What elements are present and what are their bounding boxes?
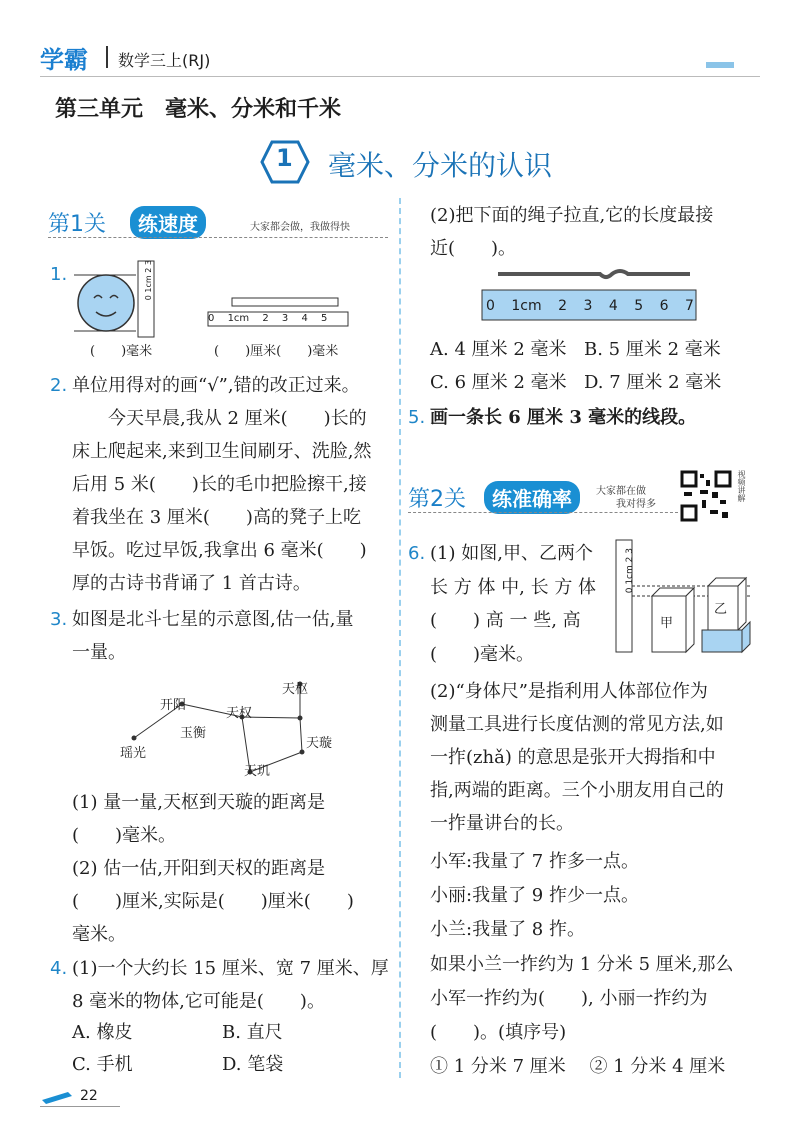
q4-p2-line-0: (2)把下面的绳子拉直,它的长度最接 <box>430 205 714 226</box>
cuboid-yi-label: 乙 <box>714 602 728 617</box>
q6-p2-line-11: ① 1 分米 7 厘米 ② 1 分米 4 厘米 <box>430 1056 726 1077</box>
level2-rule <box>408 512 678 513</box>
q6-p2-line-3: 指,两端的距离。三个小朋友用自己的 <box>430 780 724 801</box>
q2-line-2: 床上爬起来,来到卫生间刷牙、洗脸,然 <box>72 441 372 462</box>
pencil-icon <box>40 1086 80 1104</box>
q6-p2-line-8: 如果小兰一拃约为 1 分米 5 厘米,那么 <box>430 954 734 975</box>
q2-line-6: 厚的古诗书背诵了 1 首古诗。 <box>72 573 311 594</box>
q6-line-2: ( ) 高 一 些, 高 <box>430 610 581 631</box>
q4-p2-opt-b: B. 5 厘米 2 毫米 <box>584 339 721 360</box>
level1-slogan: 大家都会做，我做得快 <box>250 222 350 233</box>
q4-p2-opt-d: D. 7 厘米 2 毫米 <box>584 372 722 393</box>
star-yuheng: 玉衡 <box>180 726 207 741</box>
q4-line-0: (1)一个大约长 15 厘米、宽 7 厘米、厚 <box>72 958 389 979</box>
q6-line-1: 长 方 体 中, 长 方 体 <box>430 577 597 598</box>
star-kaiyang: 开阳 <box>160 698 187 713</box>
q4-opt-c: C. 手机 <box>72 1054 133 1075</box>
q2-line-5: 早饭。吃过早饭,我拿出 6 毫米( ) <box>72 540 367 561</box>
q1-number: 1. <box>50 264 68 285</box>
q6-p2-line-4: 一拃量讲台的长。 <box>430 813 574 834</box>
level1-rule <box>48 237 388 238</box>
q6-p2-line-7: 小兰:我量了 8 拃。 <box>430 919 585 940</box>
brand-logo: 学霸 <box>40 46 88 74</box>
column-divider <box>399 198 401 1078</box>
q4-p2-line-1: 近( )。 <box>430 238 517 259</box>
q4-number: 4. <box>50 958 68 979</box>
level2-slogan2: 我对得多 <box>616 499 656 510</box>
qr-caption: 视频讲解 <box>737 470 746 502</box>
q6-p2-line-0: (2)“身体尺”是指利用人体部位作为 <box>430 681 708 702</box>
q4-p2-opt-c: C. 6 厘米 2 毫米 <box>430 372 567 393</box>
q2-number: 2. <box>50 375 68 396</box>
q5-text: 画一条长 6 厘米 3 毫米的线段。 <box>430 407 697 428</box>
q6-p2-line-10: ( )。(填序号) <box>430 1022 567 1043</box>
qr-code-icon[interactable] <box>680 470 732 522</box>
q4-opt-b: B. 直尺 <box>222 1022 283 1043</box>
cuboid-ruler-labels: 0 1cm 2 3 <box>625 548 635 594</box>
star-tianshu: 天枢 <box>282 682 309 697</box>
level2-badge: 练准确率 <box>484 481 580 514</box>
q6-p2-line-6: 小丽:我量了 9 拃少一点。 <box>430 885 639 906</box>
q6-p2-line-9: 小军一拃约为( ), 小丽一拃约为 <box>430 988 708 1009</box>
q3-sub-1: ( )毫米。 <box>72 825 177 846</box>
header-decor <box>706 62 734 68</box>
small-ruler-labels: 0 1cm 2 3 <box>144 260 153 301</box>
level1-label: 第1关 <box>48 212 106 237</box>
big-ruler-labels: 0 1cm 2 3 4 5 <box>208 313 328 324</box>
q2-line-0: 单位用得对的画“√”,错的改正过来。 <box>72 375 360 396</box>
q4-p2-opt-a: A. 4 厘米 2 毫米 <box>430 339 567 360</box>
q1-blank2: ( )厘米( )毫米 <box>214 344 339 359</box>
level2-label: 第2关 <box>408 487 466 512</box>
page-number: 22 <box>80 1088 98 1104</box>
lesson-number: 1 <box>276 144 293 172</box>
q3-sub-4: 毫米。 <box>72 924 126 945</box>
q6-line-3: ( )毫米。 <box>430 644 535 665</box>
subject-label: 数学三上(RJ) <box>118 51 211 70</box>
q6-p2-line-1: 测量工具进行长度估测的常见方法,如 <box>430 714 724 735</box>
star-tianquan: 天权 <box>226 706 253 721</box>
rope-ruler-figure <box>480 266 700 324</box>
q3-sub-3: ( )厘米,实际是( )厘米( ) <box>72 891 354 912</box>
unit-title: 第三单元 毫米、分米和千米 <box>55 97 342 122</box>
header-rule <box>40 76 760 77</box>
q3-line-1: 一量。 <box>72 642 126 663</box>
cuboid-jia-label: 甲 <box>660 616 674 631</box>
q2-line-3: 后用 5 米( )长的毛巾把脸擦干,接 <box>72 474 367 495</box>
q5-number: 5. <box>408 407 426 428</box>
rope-ruler-labels: 0 1cm 2 3 4 5 6 7 <box>486 298 694 314</box>
q3-sub-0: (1) 量一量,天枢到天璇的距离是 <box>72 792 325 813</box>
star-tianji: 天玑 <box>244 764 271 779</box>
q1-blank1: ( )毫米 <box>90 344 153 359</box>
q4-opt-a: A. 橡皮 <box>72 1022 133 1043</box>
header-separator <box>106 46 108 68</box>
q6-line-0: (1) 如图,甲、乙两个 <box>430 543 593 564</box>
q4-opt-d: D. 笔袋 <box>222 1054 284 1075</box>
footer-rule <box>40 1106 120 1107</box>
q6-p2-line-2: 一拃(zhǎ) 的意思是张开大拇指和中 <box>430 747 716 768</box>
big-dipper-diagram <box>110 672 370 782</box>
q3-number: 3. <box>50 609 68 630</box>
level1-badge: 练速度 <box>130 206 206 239</box>
q2-line-1: 今天早晨,我从 2 厘米( )长的 <box>108 408 367 429</box>
q3-sub-2: (2) 估一估,开阳到天权的距离是 <box>72 858 325 879</box>
star-yaoguang: 瑶光 <box>120 746 147 761</box>
q6-p2-line-5: 小军:我量了 7 拃多一点。 <box>430 851 639 872</box>
q3-line-0: 如图是北斗七星的示意图,估一估,量 <box>72 609 354 630</box>
q2-line-4: 着我坐在 3 厘米( )高的凳子上吃 <box>72 507 361 528</box>
lesson-title: 毫米、分米的认识 <box>328 149 553 182</box>
q4-line-1: 8 毫米的物体,它可能是( )。 <box>72 991 325 1012</box>
star-tianxuan: 天璇 <box>306 736 333 751</box>
level2-slogan1: 大家都在做 <box>596 486 646 497</box>
q6-number: 6. <box>408 543 426 564</box>
